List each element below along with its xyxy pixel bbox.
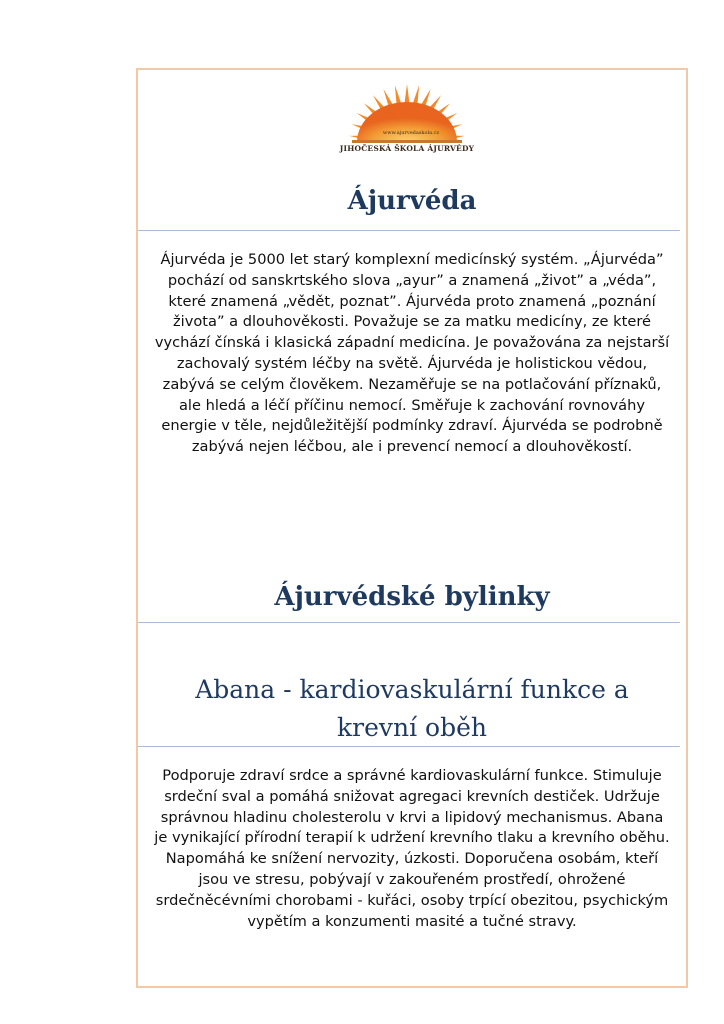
heading-ajurveda: Ájurvéda (347, 186, 477, 216)
abana-paragraph: Podporuje zdraví srdce a správné kardiovaskulární funkce. Stimuluje srdeční sval a pomáhá snižovat agregaci krevních destiček. Udržuje správnou hladinu cholesterolu v krvi a lipidový mechanismus. Abana je vynikající přírodní terapií k udržení krevního tlaku a krevního oběhu. Napomáhá ke snížení nervozity, úzkosti. Doporučena osobám, kteří jsou ve stresu, pobývají v zakouřeném prostředí, ohrožené srdečněcévními chorobami - kuřáci, osoby trpící obezitou, psychickým vypětím a konzumenti masité a tučné stravy. (154, 767, 670, 930)
divider (138, 230, 680, 231)
heading-abana: Abana - kardiovaskulární funkce a krevní oběh (195, 675, 629, 742)
intro-paragraph: Ájurvéda je 5000 let starý komplexní medicínský systém. „Ájurvéda” pochází od sanskrtského slova „ayur” a znamená „život” a „véda”, které znamená „vědět, poznat”. Ájurvéda proto znamená „poznání života” a dlouhověkosti. Považuje se za matku medicíny, ze které vychází čínská i klasická západní medicína. Je považována za nejstarší zachovalý systém léčby na světě. Ájurvéda je holistickou vědou, zabývá se celým člověkem. Nezaměřuje se na potlačování příznaků, ale hledá a léčí příčinu nemocí. Směřuje k zachování rovnováhy energie v těle, nejdůležitější podmínky zdraví. Ájurvéda se podrobně zabývá nejen léčbou, ale i prevencí nemocí a dlouhověkostí. (154, 251, 670, 456)
logo-url-text: www.ajurvedaskola.cz (382, 130, 440, 136)
logo-school-name: JIHOČESKÁ ŠKOLA ÁJURVÉDY (339, 144, 475, 153)
divider (138, 622, 680, 623)
divider (138, 746, 680, 747)
heading-herbs: Ájurvédské bylinky (274, 582, 550, 612)
